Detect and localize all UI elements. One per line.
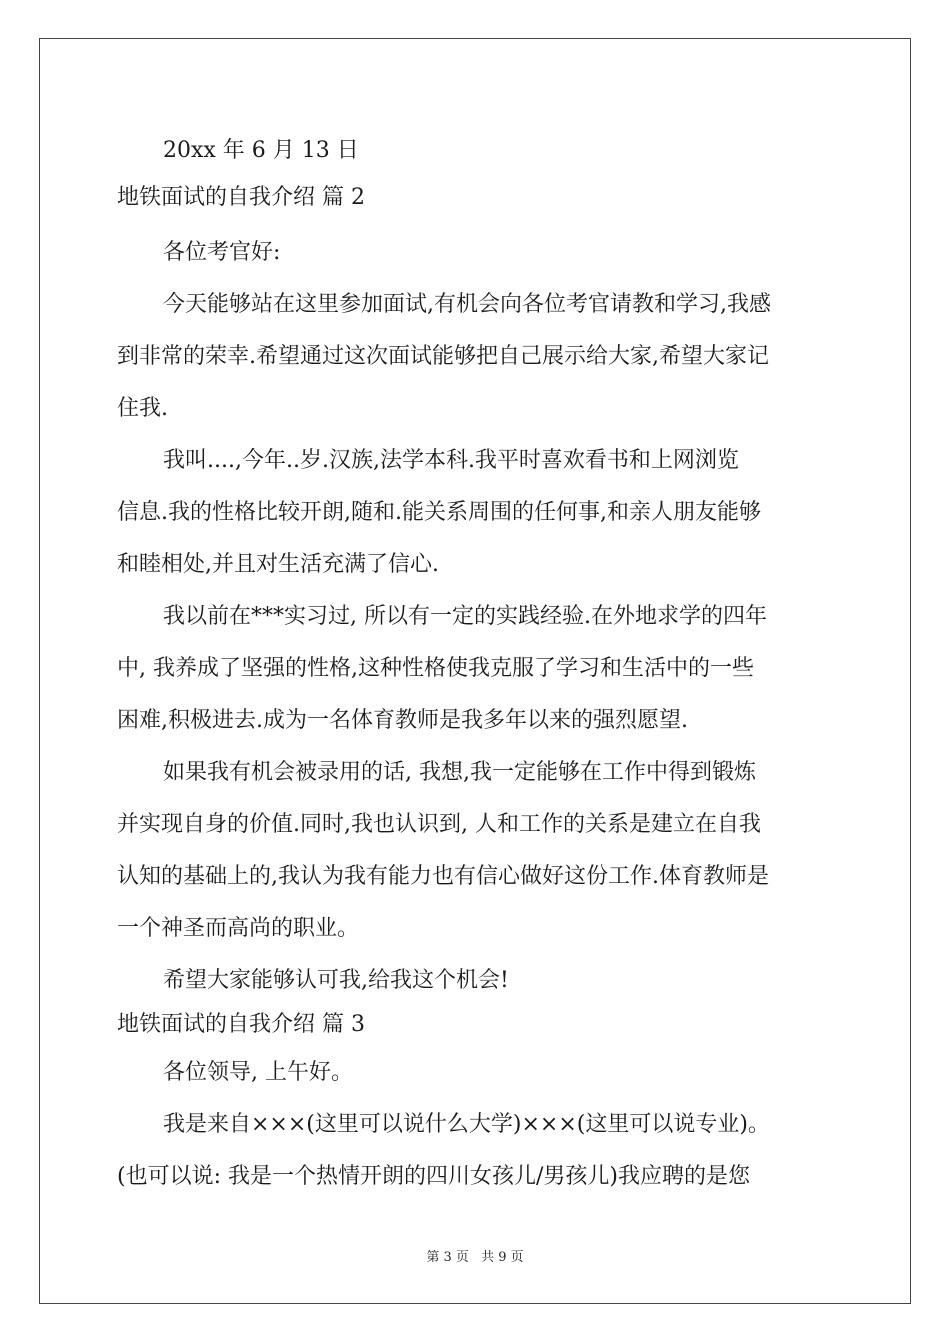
paragraph-line: 希望大家能够认可我,给我这个机会! — [163, 968, 509, 993]
paragraph-line: 信息.我的性格比较开朗,随和.能关系周围的任何事,和亲人朋友能够 — [117, 500, 761, 525]
paragraph-line: 认知的基础上的,我认为我有能力也有信心做好这份工作.体育教师是 — [117, 864, 769, 889]
paragraph-line: 我是来自×××(这里可以说什么大学)×××(这里可以说专业)。 — [163, 1112, 770, 1137]
page-total: 共 9 页 — [481, 1250, 524, 1265]
paragraph-line: 困难,积极进去.成为一名体育教师是我多年以来的强烈愿望. — [117, 708, 688, 733]
paragraph-line: 到非常的荣幸.希望通过这次面试能够把自己展示给大家,希望大家记 — [117, 344, 769, 369]
section-heading: 地铁面试的自我介绍 篇 2 — [117, 185, 365, 210]
paragraph-line: 我以前在***实习过, 所以有一定的实践经验.在外地求学的四年 — [163, 604, 767, 629]
salutation: 各位领导, 上午好。 — [163, 1060, 353, 1085]
paragraph-line: 住我. — [117, 396, 168, 421]
paragraph-line: 和睦相处,并且对生活充满了信心. — [117, 552, 439, 577]
paragraph-line: (也可以说: 我是一个热情开朗的四川女孩儿/男孩儿)我应聘的是您 — [117, 1164, 750, 1189]
paragraph-line: 中, 我养成了坚强的性格,这种性格使我克服了学习和生活中的一些 — [117, 656, 754, 681]
paragraph-line: 并实现自身的价值.同时,我也认识到, 人和工作的关系是建立在自我 — [117, 812, 761, 837]
paragraph-line: 我叫....,今年..岁.汉族,法学本科.我平时喜欢看书和上网浏览 — [163, 448, 739, 473]
paragraph-line: 今天能够站在这里参加面试,有机会向各位考官请教和学习,我感 — [163, 292, 771, 317]
page-number: 第 3 页 — [426, 1250, 469, 1265]
salutation: 各位考官好: — [163, 240, 281, 265]
paragraph-line: 如果我有机会被录用的话, 我想,我一定能够在工作中得到锻炼 — [163, 760, 756, 785]
date-line: 20xx 年 6 月 13 日 — [163, 138, 359, 163]
page-footer — [0, 1246, 950, 1265]
paragraph-line: 一个神圣而高尚的职业。 — [117, 916, 360, 941]
section-heading: 地铁面试的自我介绍 篇 3 — [117, 1012, 365, 1037]
